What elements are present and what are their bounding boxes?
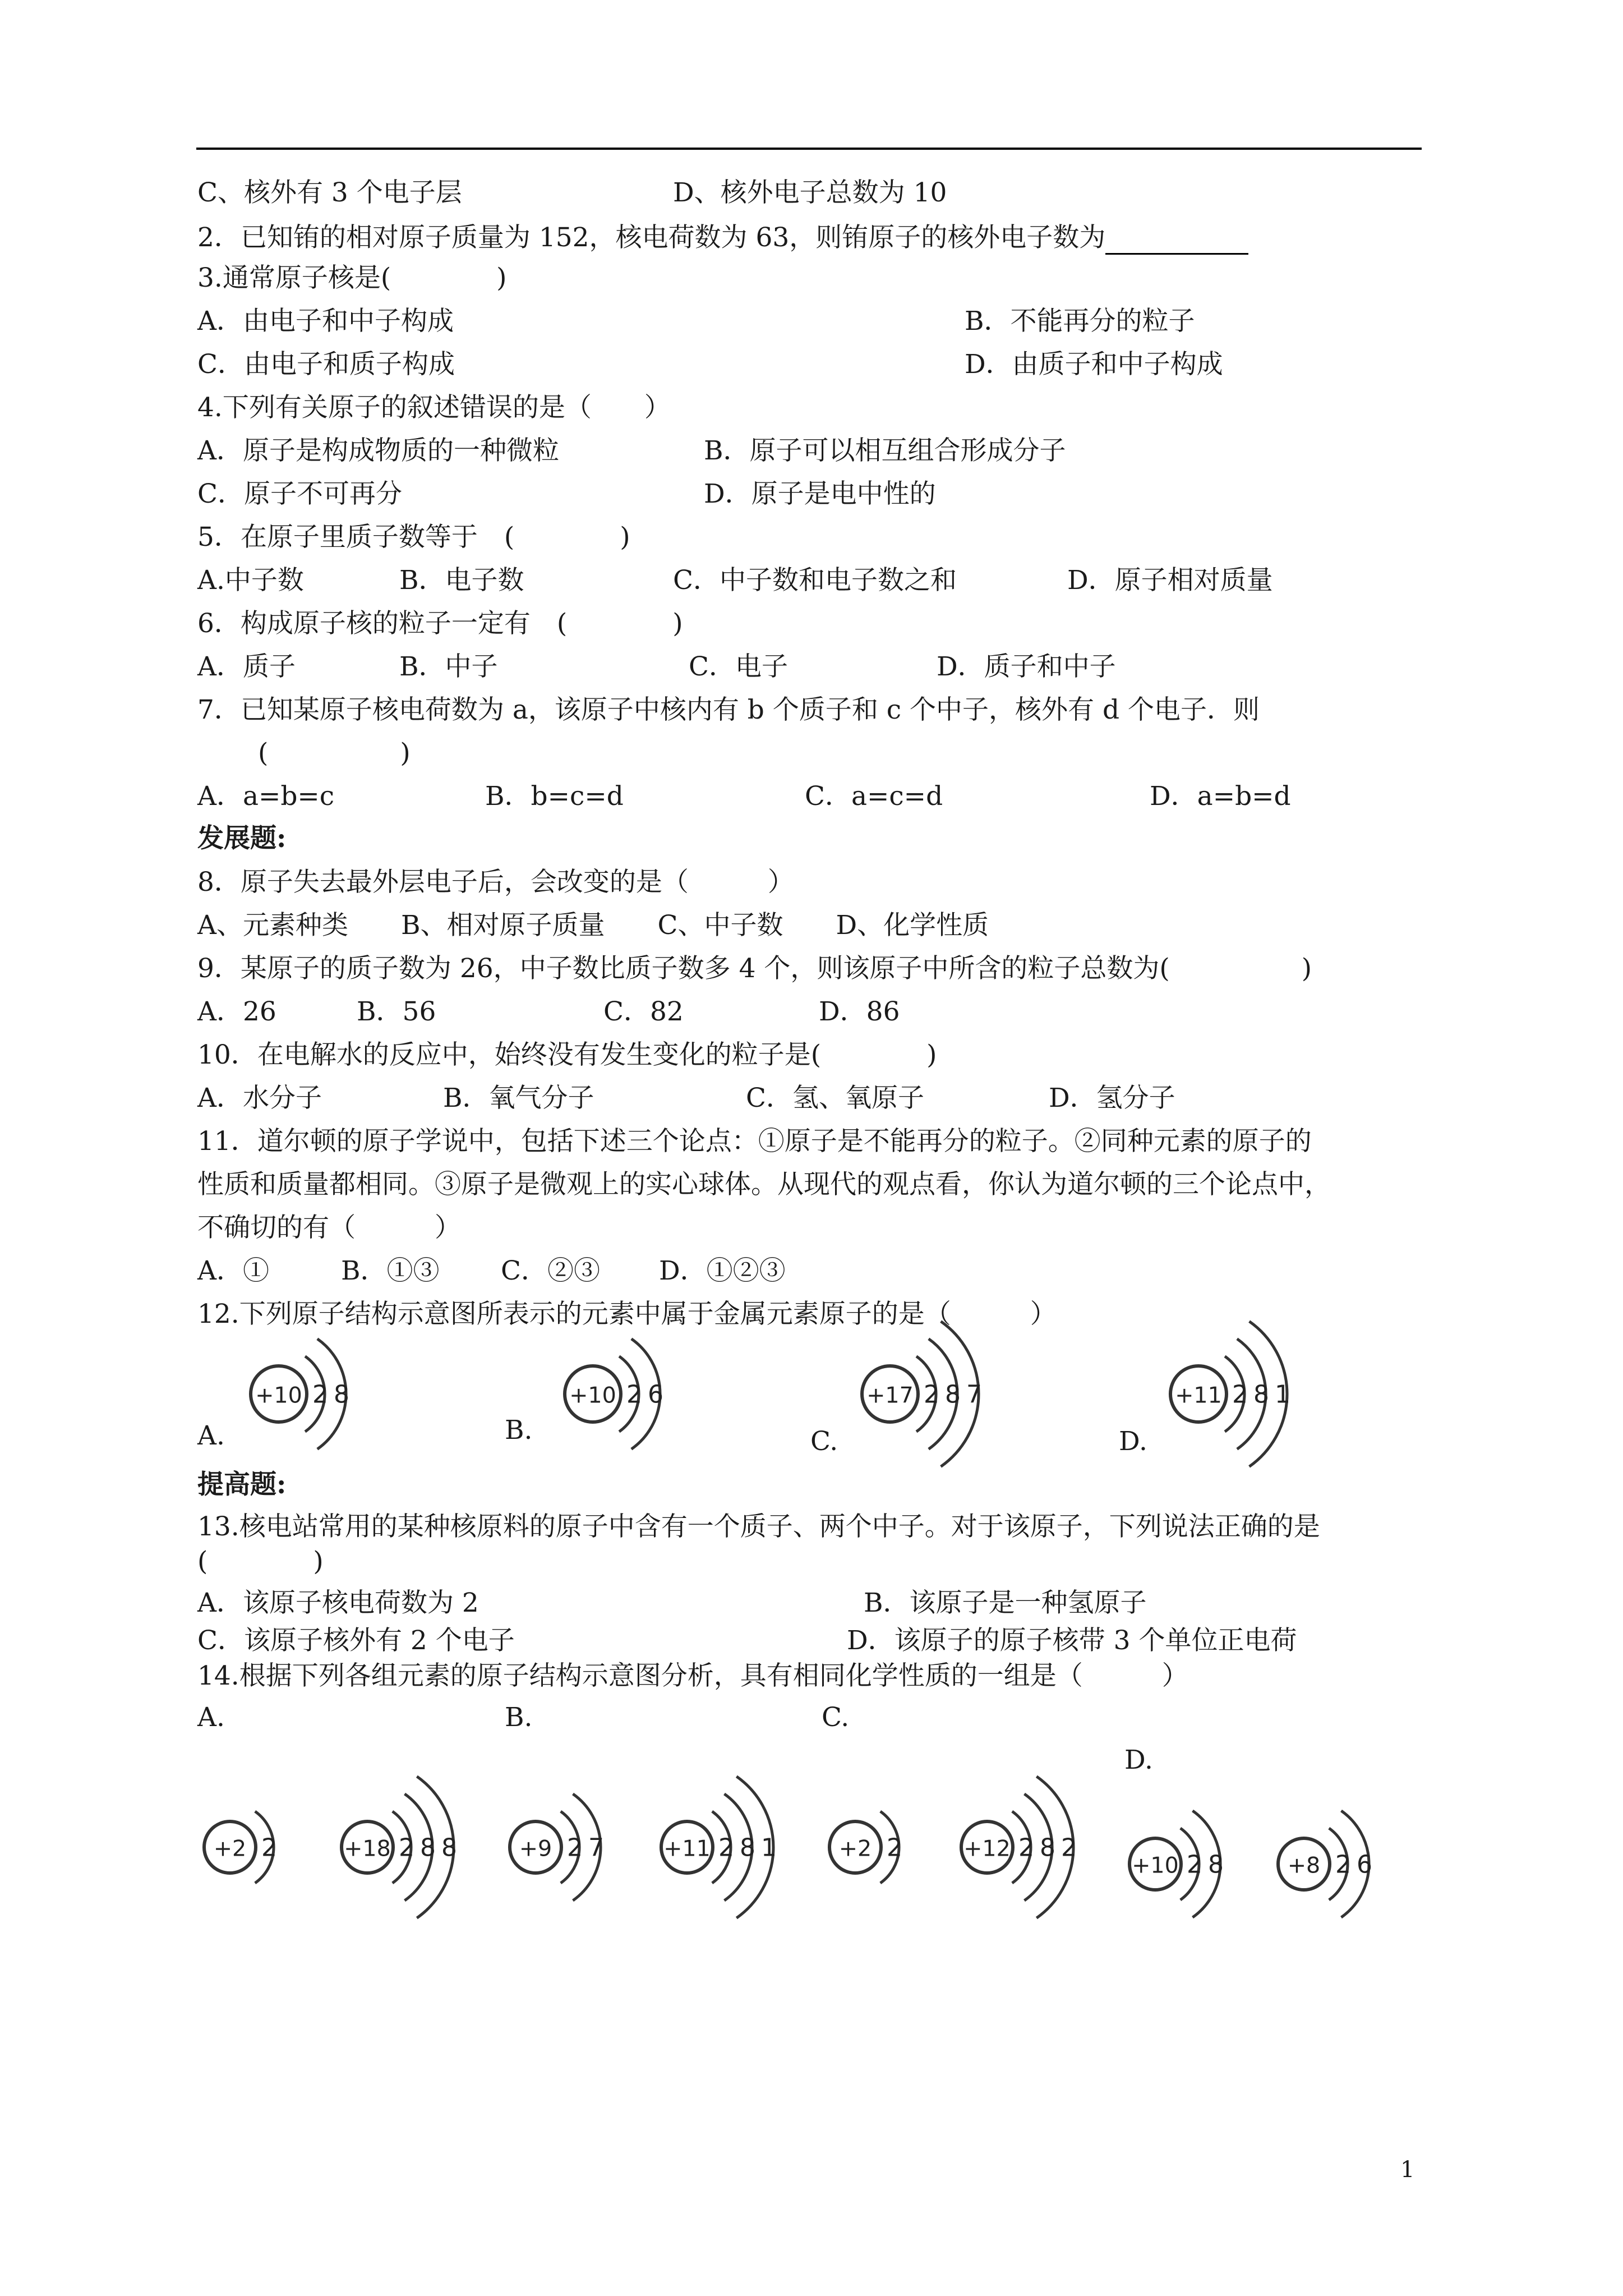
- nucleus-charge: +2: [838, 1835, 872, 1862]
- q12-diagram-c: [858, 1332, 1004, 1456]
- q14-stem: 14.根据下列各组元素的原子结构示意图分析，具有相同化学性质的一组是（ ）: [197, 1660, 1188, 1691]
- q9-stem: 9．某原子的质子数为 26，中子数比质子数多 4 个，则该原子中所含的粒子总数为( ): [197, 953, 1312, 984]
- q9-option-b: B．56: [357, 996, 436, 1027]
- q1-option-c: C、核外有 3 个电子层: [197, 177, 462, 208]
- q2-text: 2．已知铕的相对原子质量为 152，核电荷数为 63，则铕原子的核外电子数为: [197, 222, 1106, 253]
- q14-diagram-1: [202, 1781, 314, 1910]
- q11-option-d: D．①②③: [659, 1255, 786, 1286]
- q10-option-a: A．水分子: [197, 1083, 322, 1114]
- nucleus-charge: +8: [1287, 1852, 1321, 1879]
- q11-option-c: C．②③: [501, 1255, 600, 1286]
- q3-option-b: B．不能再分的粒子: [965, 306, 1195, 337]
- q8-stem: 8．原子失去最外层电子后，会改变的是（ ）: [197, 867, 794, 898]
- q10-option-c: C．氢、氧原子: [746, 1083, 924, 1114]
- nucleus-charge: +17: [866, 1382, 914, 1409]
- q14-option-b: B.: [505, 1702, 533, 1733]
- electron-count: 8: [334, 1380, 349, 1409]
- q10-option-d: D．氢分子: [1049, 1083, 1175, 1114]
- electron-count: 1: [761, 1833, 777, 1862]
- q5-option-d: D．原子相对质量: [1067, 565, 1273, 596]
- electron-count: 2: [261, 1833, 277, 1862]
- q6-option-d: D．质子和中子: [937, 651, 1116, 682]
- nucleus-charge: +18: [344, 1835, 391, 1862]
- q7-stem: 7．已知某原子核电荷数为 a，该原子中核内有 b 个质子和 c 个中子，核外有 d 个电子．则: [197, 694, 1260, 725]
- q14-diagram-6: [956, 1728, 1113, 1896]
- q6-option-c: C．电子: [689, 651, 788, 682]
- electron-count: 2: [924, 1380, 939, 1409]
- q12-stem: 12.下列原子结构示意图所表示的元素中属于金属元素原子的是（ ）: [197, 1299, 1057, 1329]
- q14-diagram-2: [336, 1728, 494, 1896]
- electron-count: 6: [648, 1380, 663, 1409]
- nucleus-charge: +11: [663, 1835, 711, 1862]
- q2-stem: [197, 221, 1248, 255]
- q9-option-a: A．26: [197, 996, 276, 1027]
- q14-diagram-5: [827, 1781, 939, 1910]
- q2-answer-blank: [1105, 228, 1248, 255]
- electron-count: 2: [626, 1380, 642, 1409]
- q7-option-a: A．a=b=c: [197, 781, 335, 812]
- electron-count: 8: [945, 1380, 961, 1409]
- electron-count: 2: [1187, 1850, 1202, 1879]
- electron-count: 2: [718, 1833, 734, 1862]
- q3-option-d: D．由质子和中子构成: [965, 349, 1223, 380]
- electron-count: 2: [1232, 1380, 1248, 1409]
- q14-option-c: C.: [822, 1702, 850, 1733]
- q13-option-c: C．该原子核外有 2 个电子: [197, 1625, 515, 1656]
- q4-option-a: A．原子是构成物质的一种微粒: [197, 435, 559, 466]
- q10-option-b: B．氧气分子: [443, 1083, 594, 1114]
- q4-option-b: B．原子可以相互组合形成分子: [704, 435, 1066, 466]
- header-rule: [196, 148, 1422, 150]
- q11-line1: 11．道尔顿的原子学说中，包括下述三个论点：①原子是不能再分的粒子。②同种元素的原子的: [197, 1126, 1312, 1157]
- q14-diagram-7: [1127, 1778, 1251, 1918]
- q9-option-d: D．86: [819, 996, 900, 1027]
- q13-option-a: A．该原子核电荷数为 2: [197, 1588, 479, 1618]
- electron-count: 1: [1275, 1380, 1290, 1409]
- nucleus-charge: +10: [1132, 1852, 1179, 1879]
- q11-line3: 不确切的有（ ）: [197, 1212, 461, 1243]
- nucleus-charge: +10: [255, 1382, 302, 1409]
- electron-count: 2: [1018, 1833, 1034, 1862]
- q14-diagram-4: [656, 1728, 813, 1896]
- nucleus-charge: +11: [1175, 1382, 1222, 1409]
- electron-count: 2: [567, 1833, 583, 1862]
- q13-option-d: D．该原子的原子核带 3 个单位正电荷: [847, 1625, 1297, 1656]
- q7-option-b: B．b=c=d: [485, 781, 624, 812]
- q3-option-c: C．由电子和质子构成: [197, 349, 455, 380]
- q12-option-d: D.: [1119, 1426, 1147, 1457]
- electron-count: 2: [1335, 1850, 1351, 1879]
- q13-line2: ( ): [197, 1546, 324, 1577]
- electron-count: 2: [399, 1833, 414, 1862]
- electron-count: 7: [966, 1380, 982, 1409]
- q12-diagram-a: [247, 1338, 376, 1450]
- q3-stem: 3.通常原子核是( ): [197, 263, 507, 293]
- q8-options: A、元素种类 B、相对原子质量 C、中子数 D、化学性质: [197, 910, 989, 941]
- q11-option-b: B．①③: [341, 1255, 440, 1286]
- q14-option-d: D.: [1124, 1745, 1153, 1775]
- q6-option-a: A．质子: [197, 651, 296, 682]
- q1-option-d: D、核外电子总数为 10: [673, 177, 947, 208]
- q13-line1: 13.核电站常用的某种核原料的原子中含有一个质子、两个中子。对于该原子，下列说法正确的是: [197, 1511, 1320, 1542]
- electron-count: 8: [420, 1833, 436, 1862]
- q4-stem: 4.下列有关原子的叙述错误的是（ ）: [197, 392, 671, 423]
- q5-option-a: A.中子数: [197, 565, 304, 596]
- q3-option-a: A．由电子和中子构成: [197, 306, 454, 337]
- q13-option-b: B．该原子是一种氢原子: [864, 1588, 1147, 1618]
- q11-option-a: A．①: [197, 1255, 269, 1286]
- section-advanced: 提高题:: [197, 1469, 287, 1500]
- q7-paren: ( ): [258, 738, 411, 769]
- nucleus-charge: +10: [569, 1382, 616, 1409]
- nucleus-charge: +9: [519, 1835, 552, 1862]
- q5-option-c: C．中子数和电子数之和: [673, 565, 957, 596]
- nucleus-charge: +2: [213, 1835, 247, 1862]
- q12-option-a: A.: [197, 1420, 225, 1451]
- electron-count: 8: [1208, 1850, 1224, 1879]
- electron-count: 8: [740, 1833, 755, 1862]
- electron-count: 6: [1357, 1850, 1372, 1879]
- electron-count: 7: [588, 1833, 604, 1862]
- q9-option-c: C．82: [603, 996, 684, 1027]
- q5-option-b: B．电子数: [399, 565, 524, 596]
- nucleus-charge: +12: [963, 1835, 1011, 1862]
- q7-option-c: C．a=c=d: [805, 781, 943, 812]
- q7-option-d: D．a=b=d: [1150, 781, 1291, 812]
- q11-line2: 性质和质量都相同。③原子是微观上的实心球体。从现代的观点看，你认为道尔顿的三个论点中，: [197, 1169, 1331, 1200]
- q4-option-d: D．原子是电中性的: [704, 478, 936, 509]
- q12-diagram-d: [1166, 1332, 1312, 1456]
- q14-diagram-8: [1276, 1778, 1410, 1918]
- electron-count: 8: [1253, 1380, 1269, 1409]
- electron-count: 2: [1061, 1833, 1077, 1862]
- q10-stem: 10．在电解水的反应中，始终没有发生变化的粒子是( ): [197, 1039, 937, 1070]
- q6-stem: 6．构成原子核的粒子一定有 ( ): [197, 608, 683, 639]
- electron-count: 2: [312, 1380, 328, 1409]
- q14-diagram-3: [508, 1756, 631, 1902]
- q12-option-b: B.: [505, 1415, 533, 1446]
- page-number: 1: [1400, 2157, 1415, 2183]
- section-development: 发展题:: [197, 823, 287, 854]
- q12-diagram-b: [561, 1338, 690, 1450]
- q5-stem: 5．在原子里质子数等于 ( ): [197, 522, 630, 553]
- q6-option-b: B．中子: [399, 651, 498, 682]
- q12-option-c: C.: [810, 1426, 838, 1457]
- electron-count: 8: [1040, 1833, 1055, 1862]
- electron-count: 8: [441, 1833, 457, 1862]
- q4-option-c: C．原子不可再分: [197, 478, 402, 509]
- q14-option-a: A.: [197, 1702, 225, 1733]
- electron-count: 2: [887, 1833, 902, 1862]
